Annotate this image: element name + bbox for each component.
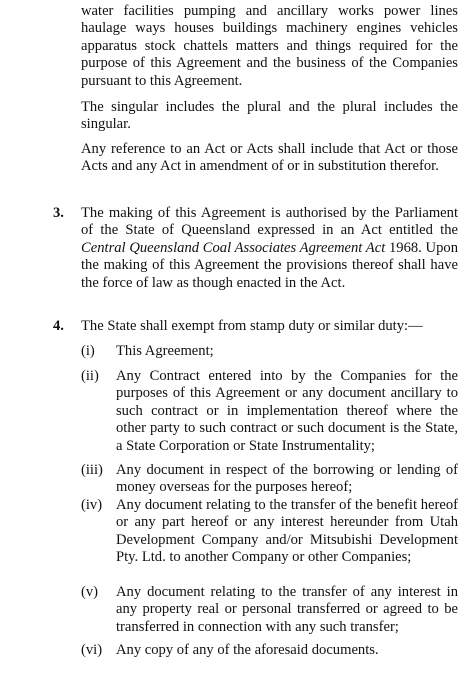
clause-4-number: 4. xyxy=(53,318,64,334)
item-text: This Agreement; xyxy=(116,343,214,359)
item-text: Any document relating to the transfer of any interest in any property real or personal transferred or agreed to be transferred in connection with any such transfer; xyxy=(116,584,458,635)
clause-3-text xyxy=(81,205,458,292)
item-text: Any Contract entered into by the Companies for the purposes of this Agreement or any document ancillary to such contract or in implementation thereof where the other party to such contract or such document is the State, a State Corporation or State Instrumentality; xyxy=(116,368,458,454)
item-label: (i) xyxy=(81,343,95,359)
clause-3-text-after: 1968. Upon the making of this Agreement the provisions thereof shall have the force of law as though enacted in the Act. xyxy=(81,239,458,291)
continuation-paragraph-1: water facilities pumping and ancillary works power lines haulage ways houses buildings machinery engines vehicles apparatus stock chattels matters and things required for the purpose of this Agreement and the business of the Companies pursuant to this Agreement. xyxy=(81,3,458,89)
item-text: Any document in respect of the borrowing or lending of money overseas for the purposes hereof; xyxy=(116,462,458,496)
clause-3-text-before: The making of this Agreement is authorised by the Parliament of the State of Queensland expressed in an Act entitled the xyxy=(81,205,458,239)
item-label: (iv) xyxy=(81,497,103,513)
item-label: (v) xyxy=(81,584,99,600)
clause-3-act-title: Central Queensland Coal Associates Agreement Act xyxy=(81,239,386,256)
clause-3-number: 3. xyxy=(53,205,64,221)
item-label: (vi) xyxy=(81,642,103,658)
item-text: Any copy of any of the aforesaid documents. xyxy=(116,642,379,658)
continuation-paragraph-2: The singular includes the plural and the plural includes the singular. xyxy=(81,99,458,133)
item-text: Any document relating to the transfer of the benefit hereof or any part hereof or any interest hereunder from Utah Development Company and/or Mitsubishi Development Pty. Ltd. to another Company or other Companies; xyxy=(116,497,458,566)
item-label: (ii) xyxy=(81,368,99,384)
item-label: (iii) xyxy=(81,462,103,478)
clause-4-intro: The State shall exempt from stamp duty or similar duty:— xyxy=(81,318,423,334)
continuation-paragraph-3: Any reference to an Act or Acts shall include that Act or those Acts and any Act in amendment of or in substitution therefor. xyxy=(81,141,458,175)
